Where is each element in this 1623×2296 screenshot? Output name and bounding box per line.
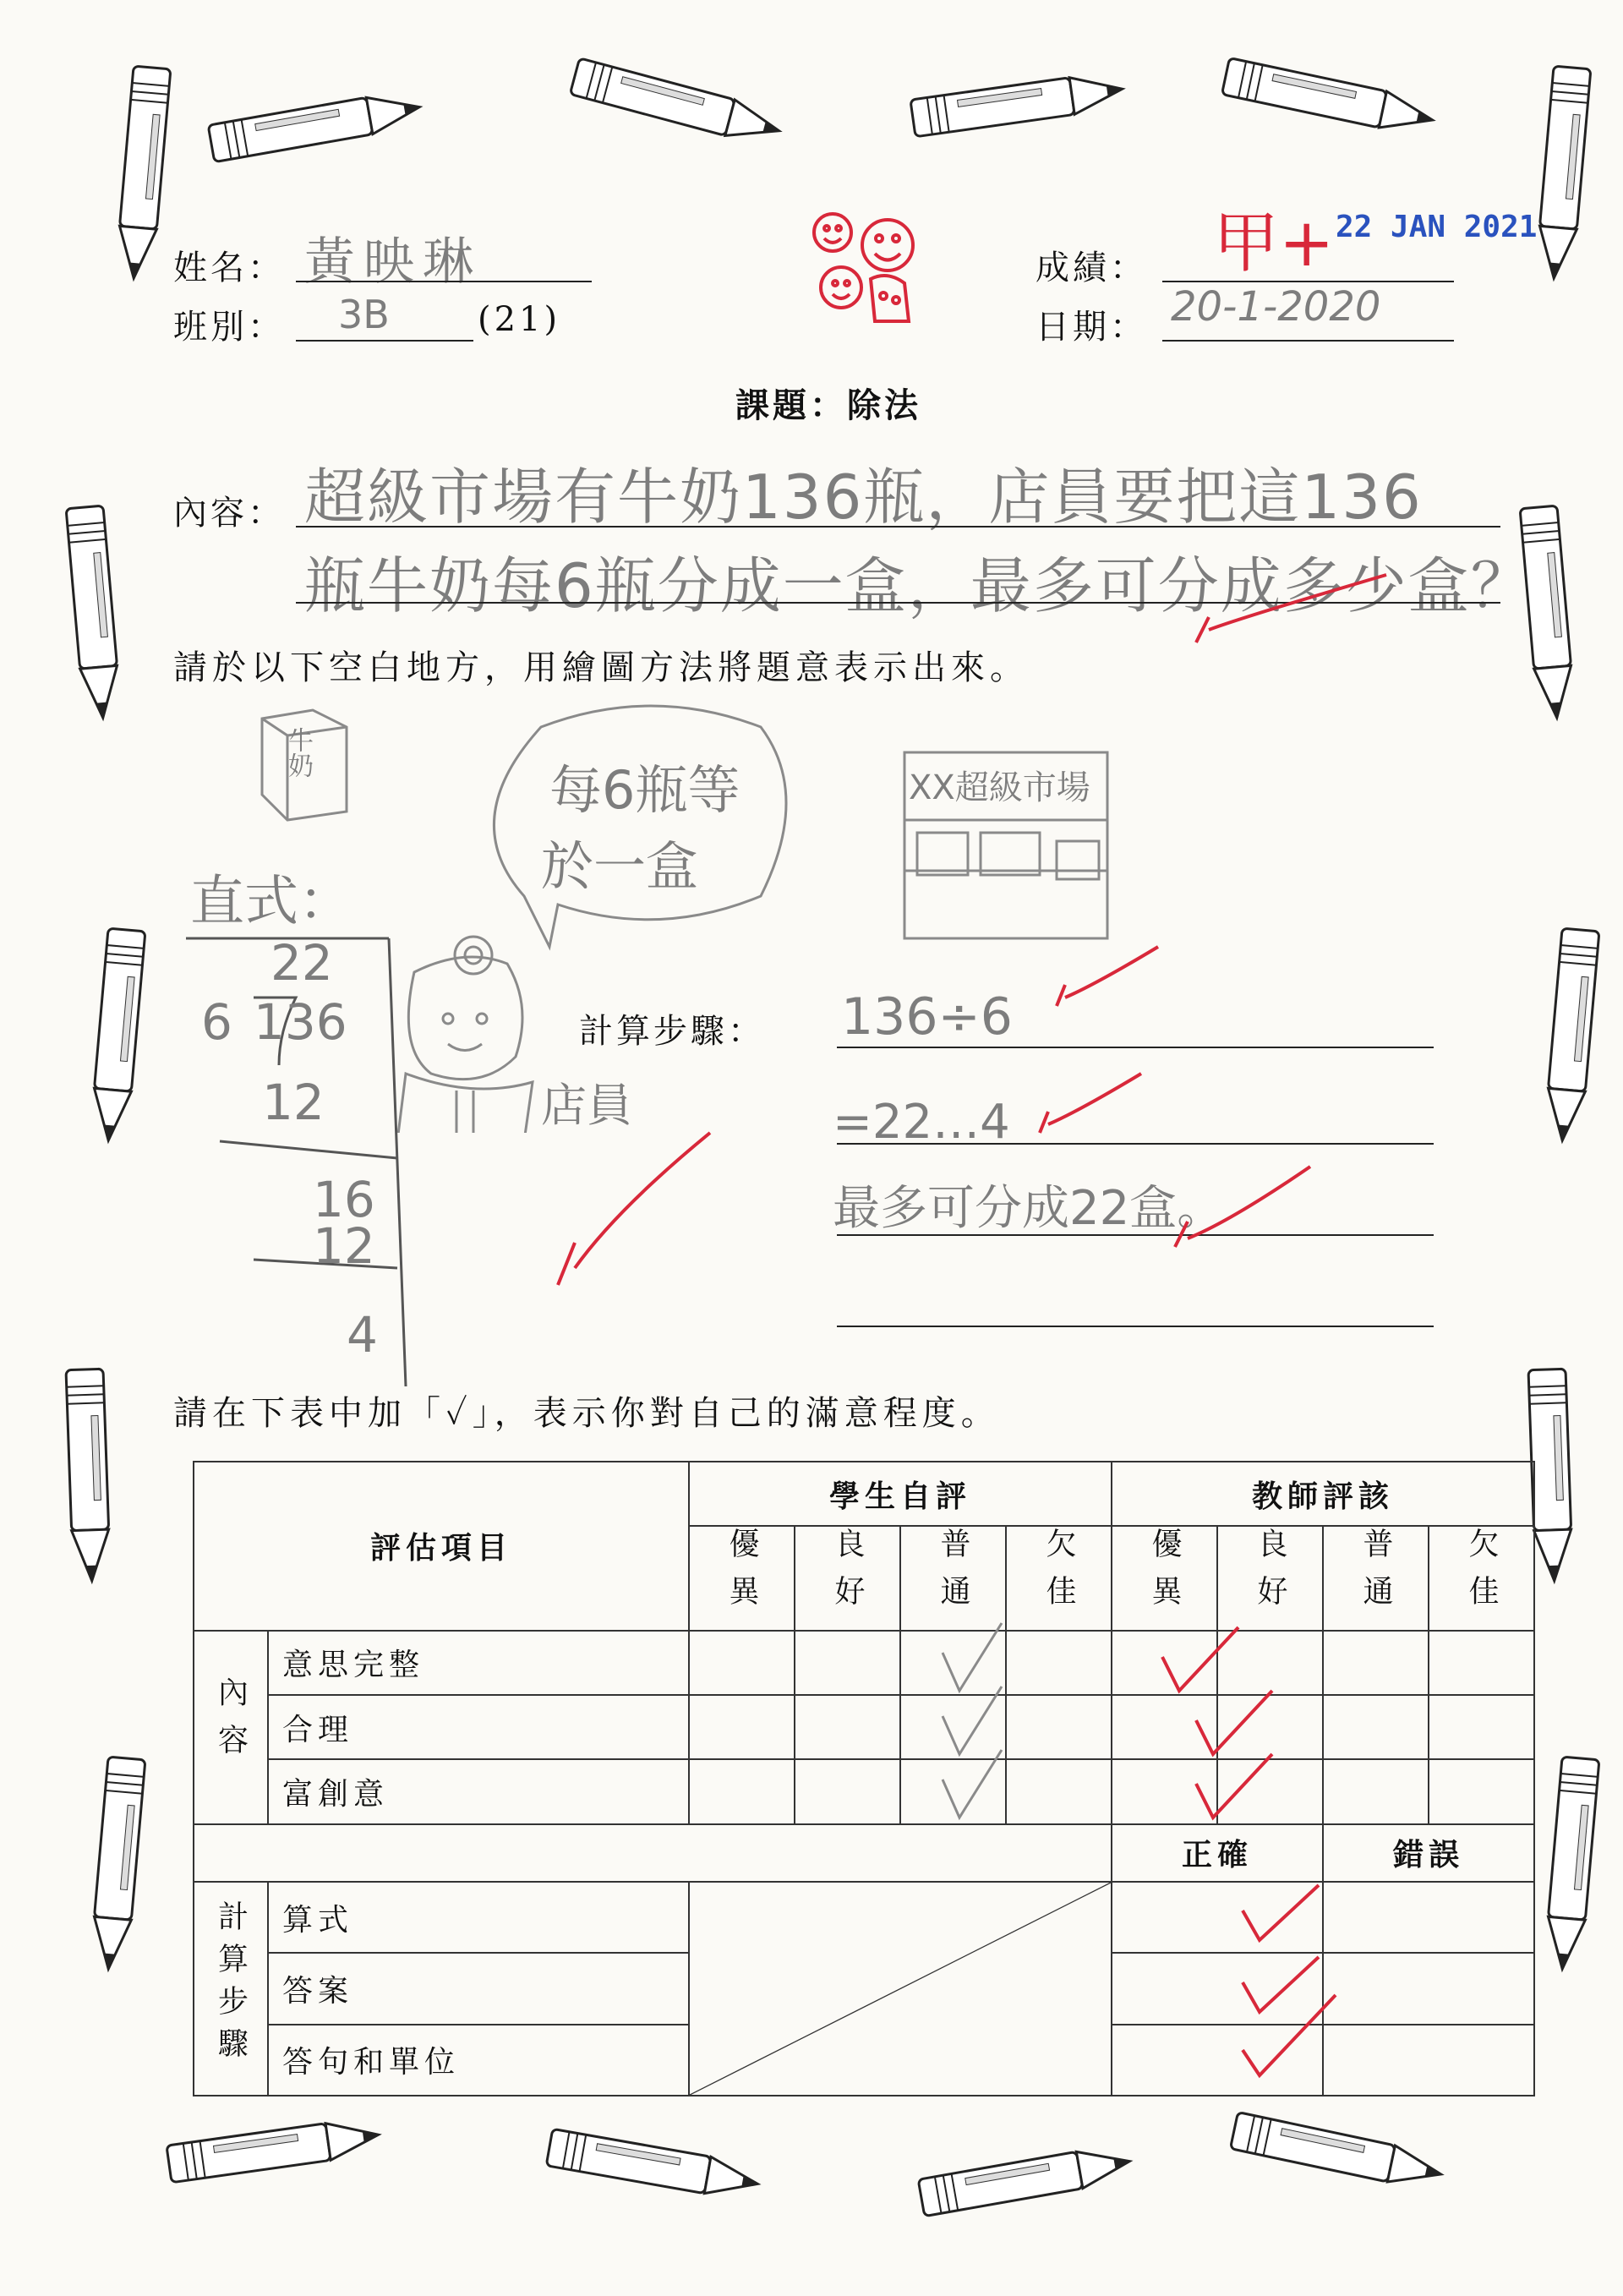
long-division-dividend: 136 xyxy=(254,993,347,1051)
score-underline xyxy=(1162,281,1454,282)
long-division-divisor: 6 xyxy=(201,993,232,1051)
content-item-2: 合理 xyxy=(268,1695,689,1759)
drawing-instruction: 請於以下空白地方，用繪圖方法將題意表示出來。 xyxy=(173,648,1029,687)
class-underline xyxy=(296,340,473,342)
table-instruction: 請在下表中加「✓」，表示你對自己的滿意程度。 xyxy=(173,1394,1000,1433)
steps-line2: =22…4 xyxy=(833,1095,1010,1150)
content-item-3: 富創意 xyxy=(268,1759,689,1823)
content-group-label: 內容 xyxy=(194,1631,268,1824)
milk-box-label: 牛奶 xyxy=(283,727,313,778)
score-value: 甲+ xyxy=(1213,205,1335,282)
topic-title: 課題：除法 xyxy=(735,385,921,425)
long-division-remainder: 4 xyxy=(347,1306,378,1364)
content-check-icon xyxy=(1192,566,1395,651)
long-division-label: 直式： xyxy=(190,871,352,933)
long-division-check-icon xyxy=(549,1124,719,1293)
correct-header: 正確 xyxy=(1112,1824,1323,1882)
bubble-text-1: 每6瓶等 xyxy=(549,759,740,821)
steps-underline-1 xyxy=(837,1047,1434,1048)
steps-underline-3 xyxy=(837,1234,1434,1236)
item-header: 評估項目 xyxy=(194,1462,689,1631)
student-rating-good: 良好 xyxy=(795,1526,900,1630)
step3-check-icon xyxy=(1171,1162,1314,1255)
teacher-rating-poor: 欠佳 xyxy=(1429,1526,1534,1630)
content-line2: 瓶牛奶每6瓶分成一盒，最多可分成多少盒？ xyxy=(304,550,1533,621)
smiley-stamp-icon xyxy=(803,203,938,330)
steps-underline-4 xyxy=(837,1326,1434,1327)
teacher-rating-excellent: 優異 xyxy=(1112,1526,1217,1630)
wrong-header: 錯誤 xyxy=(1323,1824,1534,1882)
steps-item-2: 答案 xyxy=(268,1953,689,2024)
student-header: 學生自評 xyxy=(689,1462,1112,1526)
class-value: 3B xyxy=(338,292,390,337)
correct-tick-3-icon xyxy=(1238,1991,1340,2084)
steps-item-1: 算式 xyxy=(268,1882,689,1953)
student-rating-average: 普通 xyxy=(900,1526,1006,1630)
teacher-rating-average: 普通 xyxy=(1323,1526,1429,1630)
student-tick-3-icon xyxy=(938,1746,1006,1822)
date-label: 日期： xyxy=(1036,308,1147,347)
long-division-step3: 12 xyxy=(313,1217,375,1275)
steps-underline-2 xyxy=(837,1143,1434,1145)
long-division-step2: 16 xyxy=(313,1171,375,1228)
diagonal-cell xyxy=(689,1882,1112,2096)
teacher-tick-3-icon xyxy=(1192,1750,1276,1826)
teacher-header: 教師評該 xyxy=(1112,1462,1534,1526)
student-rating-excellent: 優異 xyxy=(689,1526,795,1630)
date-underline xyxy=(1162,340,1454,342)
steps-group-label: 計算步驟 xyxy=(194,1882,268,2096)
student-rating-poor: 欠佳 xyxy=(1006,1526,1112,1630)
date-stamp: 22 JAN 2021 xyxy=(1336,210,1538,244)
name-underline xyxy=(296,281,592,282)
shop-sign-text: XX超級市場 xyxy=(909,768,1090,807)
correct-tick-1-icon xyxy=(1238,1881,1323,1949)
steps-line1: 136÷6 xyxy=(841,987,1013,1047)
score-label: 成績： xyxy=(1036,249,1147,287)
step1-check-icon xyxy=(1052,943,1162,1010)
person-label: 店員 xyxy=(541,1079,632,1132)
steps-label: 計算步驟： xyxy=(579,1012,765,1051)
class-label: 班別： xyxy=(173,308,285,347)
content-label: 內容： xyxy=(173,494,285,533)
content-item-1: 意思完整 xyxy=(268,1631,689,1695)
content-underline-1 xyxy=(296,526,1500,528)
teacher-rating-good: 良好 xyxy=(1217,1526,1323,1630)
long-division-step1: 12 xyxy=(262,1074,325,1131)
content-line1: 超級市場有牛奶136瓶，店員要把這136 xyxy=(304,462,1423,533)
name-value: 黃映琳 xyxy=(304,232,482,292)
bubble-text-2: 於一盒 xyxy=(541,835,699,897)
step2-check-icon xyxy=(1036,1069,1145,1137)
steps-item-3: 答句和單位 xyxy=(268,2025,689,2096)
long-division-quotient: 22 xyxy=(270,934,333,992)
class-number: (21) xyxy=(478,300,561,339)
steps-line3: 最多可分成22盒。 xyxy=(833,1181,1225,1236)
date-value: 20-1-2020 xyxy=(1171,283,1381,331)
name-label: 姓名： xyxy=(173,249,285,287)
